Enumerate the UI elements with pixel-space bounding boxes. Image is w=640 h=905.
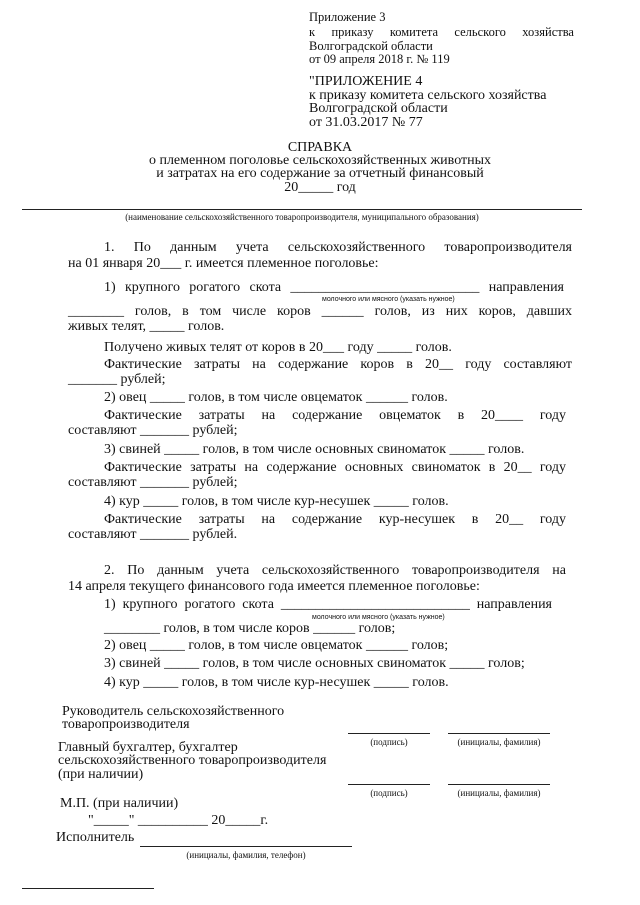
s1-cost-pigs1: Фактические затраты на содержание основных свиноматок в 20__ году <box>104 460 566 475</box>
head-label-2: товаропроизводителя <box>62 717 190 732</box>
footnote-separator <box>22 888 154 889</box>
s2-cattle1: 1) крупного рогатого скота ___________________________ направления <box>104 597 552 612</box>
annex3-line1: Приложение 3 <box>309 10 386 24</box>
producer-underline <box>22 209 582 210</box>
annex4-line4: от 31.03.2017 № 77 <box>309 115 423 130</box>
s1-cost-sheep1: Фактические затраты на содержание овцематок в 20____ году <box>104 408 566 423</box>
annex3-line3: Волгоградской области <box>309 39 433 53</box>
accountant-signature-line <box>348 784 430 785</box>
stamp-label: М.П. (при наличии) <box>60 796 179 811</box>
executor-caption: (инициалы, фамилия, телефон) <box>186 850 306 860</box>
s2-sheep: 2) овец _____ голов, в том числе овцематок ______ голов; <box>104 638 449 653</box>
annex4-line1: "ПРИЛОЖЕНИЕ 4 <box>309 74 423 89</box>
annex3-line2: к приказу комитета сельского хозяйства <box>309 25 574 39</box>
date-line: "_____" __________ 20_____г. <box>88 813 269 828</box>
s1-cost-cows1: Фактические затраты на содержание коров в 20__ году составляют <box>104 357 572 372</box>
s1-cost-pigs2: составляют _______ рублей; <box>68 475 238 490</box>
producer-caption: (наименование сельскохозяйственного товаропроизводителя, муниципального образования) <box>125 212 479 222</box>
head-name-caption: (инициалы, фамилия) <box>457 737 541 747</box>
head-name-line <box>448 733 550 734</box>
head-signature-line <box>348 733 430 734</box>
s2-cattle2: ________ голов, в том числе коров ______ голов; <box>104 621 396 636</box>
head-signature-caption: (подпись) <box>370 737 408 747</box>
s1-calves: Получено живых телят от коров в 20___ году _____ голов. <box>104 340 452 355</box>
head-label-1: Руководитель сельскохозяйственного <box>62 704 285 719</box>
title-line4: 20_____ год <box>284 180 356 195</box>
accountant-label-3: (при наличии) <box>58 767 144 782</box>
annex4-line2: к приказу комитета сельского хозяйства <box>309 88 547 103</box>
s1-hens: 4) кур _____ голов, в том числе кур-несушек _____ голов. <box>104 494 449 509</box>
s2-cattle-hint: молочного или мясного (указать нужное) <box>312 614 445 621</box>
annex4-line3: Волгоградской области <box>309 101 448 116</box>
executor-underline <box>140 846 352 847</box>
s1-cattle-hint: молочного или мясного (указать нужное) <box>322 296 455 303</box>
s1-pigs: 3) свиней _____ голов, в том числе основных свиноматок _____ голов. <box>104 442 525 457</box>
s1-cattle2: ________ голов, в том числе коров ______ голов, из них коров, давших <box>68 304 572 319</box>
s1-sheep: 2) овец _____ голов, в том числе овцематок ______ голов. <box>104 390 448 405</box>
accountant-name-line <box>448 784 550 785</box>
s2-pigs: 3) свиней _____ голов, в том числе основных свиноматок _____ голов; <box>104 656 525 671</box>
accountant-label-1: Главный бухгалтер, бухгалтер <box>58 740 238 755</box>
s1-cost-hens1: Фактические затраты на содержание кур-несушек в 20__ году <box>104 512 566 527</box>
title-line1: СПРАВКА <box>287 140 353 155</box>
s1-cost-sheep2: составляют _______ рублей; <box>68 423 238 438</box>
s1-cattle3: живых телят, _____ голов. <box>68 319 225 334</box>
s1-intro1: 1. По данным учета сельскохозяйственного товаропроизводителя <box>104 240 572 255</box>
accountant-signature-caption: (подпись) <box>370 788 408 798</box>
s2-intro2: 14 апреля текущего финансового года имеется племенное поголовье: <box>68 579 480 594</box>
accountant-label-2: сельскохозяйственного товаропроизводителя <box>58 753 327 768</box>
title-line2: о племенном поголовье сельскохозяйственных животных <box>148 153 492 168</box>
s1-cost-cows2: _______ рублей; <box>68 372 166 387</box>
s2-intro1: 2. По данным учета сельскохозяйственного товаропроизводителя на <box>104 563 566 578</box>
annex3-line4: от 09 апреля 2018 г. № 119 <box>309 52 450 66</box>
s1-cattle1: 1) крупного рогатого скота ___________________________ направления <box>104 280 564 295</box>
s2-hens: 4) кур _____ голов, в том числе кур-несушек _____ голов. <box>104 675 449 690</box>
accountant-name-caption: (инициалы, фамилия) <box>457 788 541 798</box>
executor-label: Исполнитель <box>56 830 135 845</box>
title-line3: и затратах на его содержание за отчетный финансовый <box>156 166 484 181</box>
s1-cost-hens2: составляют _______ рублей. <box>68 527 238 542</box>
s1-intro2: на 01 января 20___ г. имеется племенное поголовье: <box>68 256 379 271</box>
